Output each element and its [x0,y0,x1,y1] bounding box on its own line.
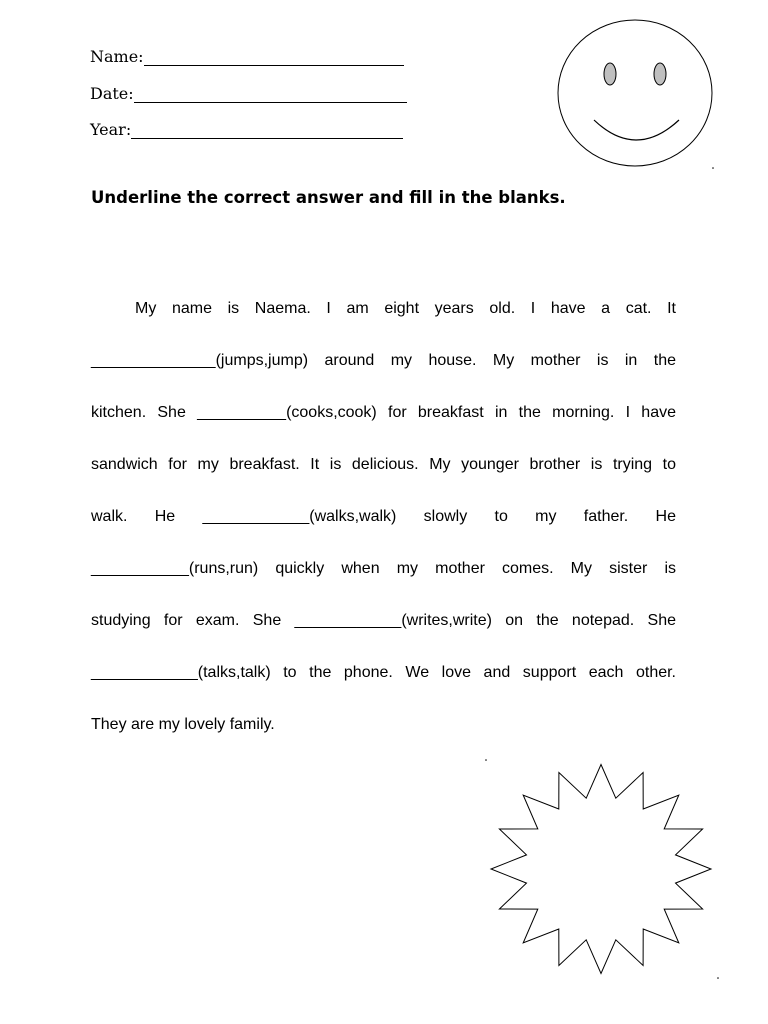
name-field [90,47,404,66]
passage-line-5: walk. He ____________(walks,walk) slowly to my father. He [91,508,676,525]
year-blank-line[interactable] [131,124,403,139]
date-blank-line[interactable] [134,88,407,103]
passage-line-6: ___________(runs,run) quickly when my mother comes. My sister is [91,560,676,577]
instruction-heading: Underline the correct answer and fill in the blanks. [91,188,566,207]
passage-line-7: studying for exam. She ____________(writes,write) on the notepad. She [91,612,676,629]
name-label: Name: [90,47,144,66]
date-label: Date: [90,84,134,103]
passage-line-9: They are my lovely family. [91,716,275,733]
year-field [90,120,403,139]
starburst-icon [480,755,725,985]
passage-line-3: kitchen. She __________(cooks,cook) for breakfast in the morning. I have [91,404,676,421]
passage-line-4: sandwich for my breakfast. It is delicious. My younger brother is trying to [91,456,676,473]
passage-line-2: ______________(jumps,jump) around my house. My mother is in the [91,352,676,369]
smiley-face-icon [558,20,718,172]
passage-line-1: My name is Naema. I am eight years old. I have a cat. It [135,300,676,317]
name-blank-line[interactable] [144,51,404,66]
passage-line-8: ____________(talks,talk) to the phone. We love and support each other. [91,664,676,681]
year-label: Year: [90,120,132,139]
date-field [90,84,407,103]
